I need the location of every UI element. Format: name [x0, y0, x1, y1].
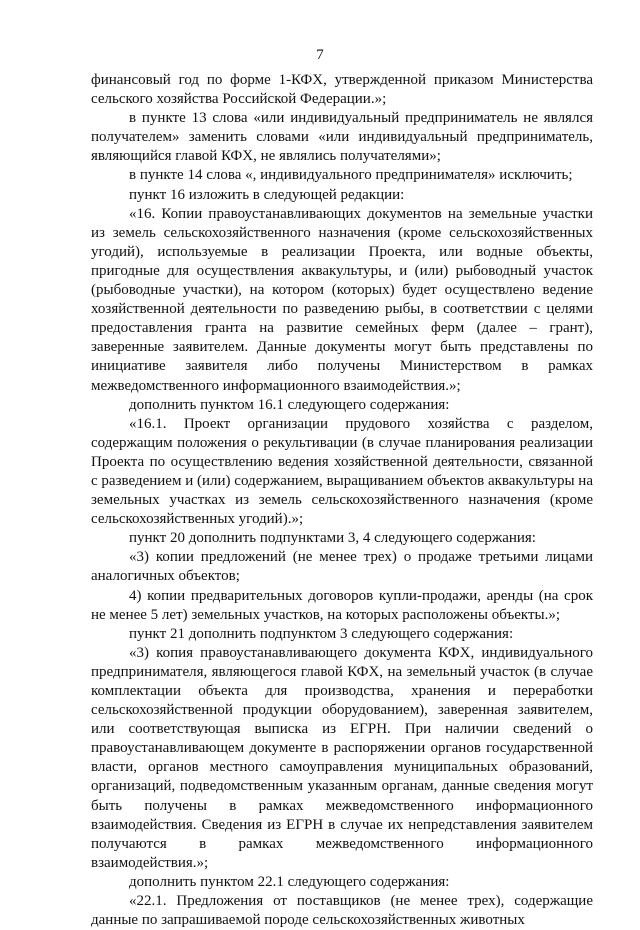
paragraph: 4) копии предварительных договоров купли-продажи, аренды (на срок не менее 5 лет) земельных участков, на которых расположены объекты.»; — [91, 587, 593, 623]
paragraph: пункт 20 дополнить подпунктами 3, 4 следующего содержания: — [129, 530, 536, 547]
paragraph: «3) копии предложений (не менее трех) о продаже третьими лицами аналогичных объектов; — [91, 549, 593, 585]
paragraph: «16.1. Проект организации прудового хозяйства с разделом, содержащим положения о рекультивации (в случае планирования реализации Проекта по осуществлению ведения хозяйственной деятельности, связанной с разведением и (или) содержанием, выращиванием объектов аквакультуры на земельных участках из земель сельскохозяйственного назначения (кроме сельскохозяйственных угодий).»; — [91, 415, 593, 528]
paragraph: в пункте 14 слова «, индивидуального предпринимателя» исключить; — [129, 167, 573, 184]
paragraph: «22.1. Предложения от поставщиков (не менее трех), содержащие данные по запрашиваемой породе сельскохозяйственных животных — [91, 893, 593, 929]
paragraph: дополнить пунктом 22.1 следующего содержания: — [129, 873, 450, 890]
paragraph: финансовый год по форме 1-КФХ, утвержденной приказом Министерства сельского хозяйства Российской Федерации.»; — [91, 72, 593, 108]
document-body — [91, 71, 593, 930]
paragraph: пункт 21 дополнить подпунктом 3 следующего содержания: — [129, 625, 514, 642]
paragraph: в пункте 13 слова «или индивидуальный предприниматель не являлся получателем» заменить словами «или индивидуальный предприниматель, являющийся главой КФХ, не являлись получателями»; — [91, 110, 593, 165]
paragraph: «3) копия правоустанавливающего документа КФХ, индивидуального предпринимателя, являющегося главой КФХ, на земельный участок (в случае комплектации объекта для производства, хранения и переработки сельскохозяйственной продукции оборудованием), заверенная заявителем, или соответствующая выписка из ЕГРН. При наличии сведений о правоустанавливающем документе в распоряжении органов государственной власти, органов местного самоуправления муниципальных образований, организаций, подведомственным указанным органам, данные сведения могут быть получены в рамках межведомственного информационного взаимодействия. Сведения из ЕГРН в случае их непредставления заявителем получаются в рамках межведомственного информационного взаимодействия.»; — [91, 644, 593, 871]
page-number: 7 — [316, 47, 324, 63]
paragraph: пункт 16 изложить в следующей редакции: — [129, 186, 405, 203]
paragraph: дополнить пунктом 16.1 следующего содержания: — [129, 396, 450, 413]
paragraph: «16. Копии правоустанавливающих документов на земельные участки из земель сельскохозяйственного назначения (кроме сельскохозяйственных угодий), используемые в реализации Проекта, или водные объекты, пригодные для осуществления аквакультуры, и (или) рыбоводный участок (рыбоводные участки), на котором (которых) будет осуществлено ведение хозяйственной деятельности по разведению рыбы, в соответствии с целями предоставления гранта на развитие семейных ферм (далее – грант), заверенные заявителем. Данные документы могут быть представлены по инициативе заявителя либо получены Министерством в рамках межведомственного информационного взаимодействия.»; — [91, 205, 593, 394]
